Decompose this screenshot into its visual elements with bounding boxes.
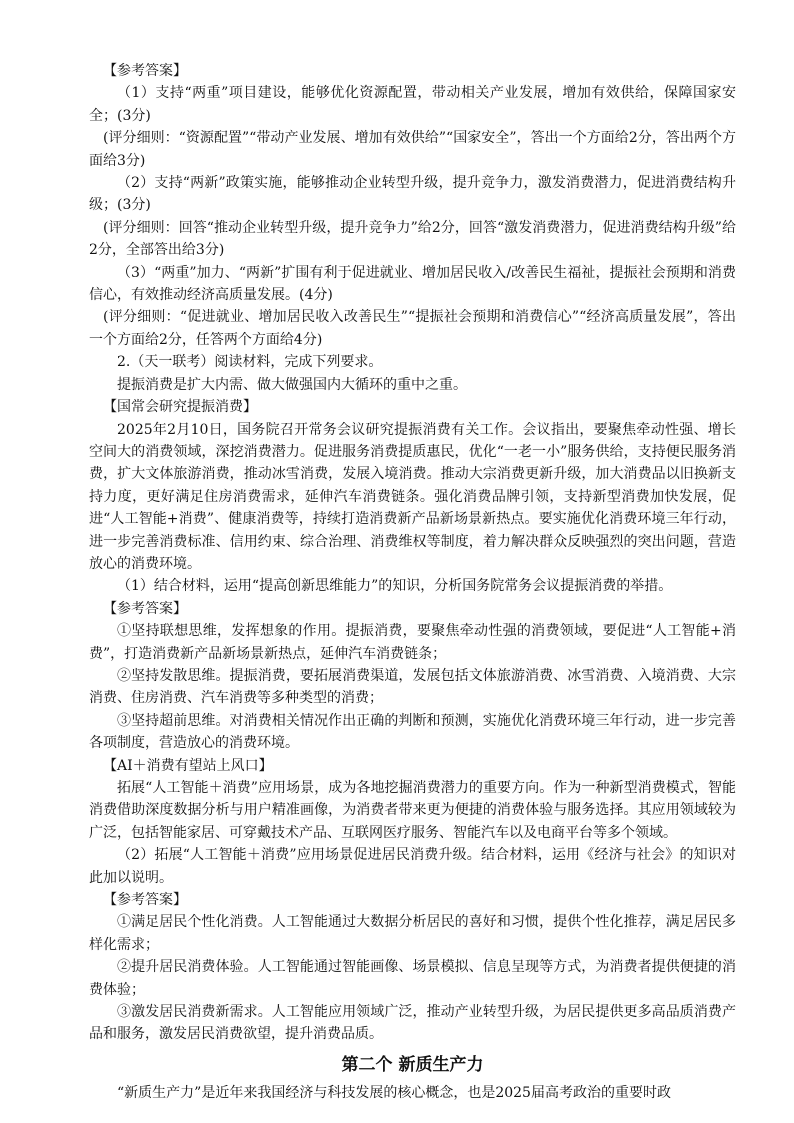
scoring-rule: (评分细则：回答“推动企业转型升级，提升竞争力”给2分，回答“激发消费潜力，促进消费结构升级”给2分，全部答出给3分) xyxy=(89,219,736,259)
answer-item: （1）支持“两重”项目建设，能够优化资源配置，带动相关产业发展，增加有效供给，保障国家安全；(3分) xyxy=(89,85,736,124)
answer-heading: 【参考答案】 xyxy=(103,63,187,79)
scoring-rule: (评分细则：“资源配置”“带动产业发展、增加有效供给”“国家安全”，答出一个方面给2分，答出两个方面给3分) xyxy=(89,130,736,169)
answer-item: （2）支持“两新”政策实施，能够推动企业转型升级，提升竞争力，激发消费潜力，促进消费结构升级；(3分) xyxy=(89,175,736,214)
answer-item: ③激发居民消费新需求。人工智能应用领域广泛，推动产业转型升级，为居民提供更多高品质消费产品和服务，激发居民消费欲望，提升消费品质。 xyxy=(89,1004,736,1043)
answer-item: ③坚持超前思维。对消费相关情况作出正确的判断和预测，实施优化消费环境三年行动，进一步完善各项制度，营造放心的消费环境。 xyxy=(89,712,736,752)
section-intro: “新质生产力”是近年来我国经济与科技发展的核心概念，也是2025届高考政治的重要时政 xyxy=(117,1084,671,1101)
material-paragraph: 2025年2月10日，国务院召开常务会议研究提振消费有关工作。会议指出，要聚焦牵动性强、增长空间大的消费领域，深挖消费潜力。促进服务消费提质惠民，优化“一老一小”服务供给，支持便民服务消费，扩大文体旅游消费，推动冰雪消费，发展入境消费。推动大宗消费更新升级，加大消费品以旧换新支持力度，更好满足住房消费需求，延伸汽车消费链条。强化消费品牌引领，支持新型消费加快发展，促进“人工智能+消费”、健康消费等，持续打造消费新产品新场景新热点。要实施优化消费环境三年行动，进一步完善消费标准、信用约束、综合治理、消费维权等制度，着力解决群众反映强烈的突出问题，营造放心的消费环境。 xyxy=(89,421,736,572)
answer-heading: 【参考答案】 xyxy=(103,892,187,909)
answer-item: ②坚持发散思维。提振消费，要拓展消费渠道，发展包括文体旅游消费、冰雪消费、入境消费、大宗消费、住房消费、汽车消费等多种类型的消费； xyxy=(89,667,736,707)
material-paragraph: 拓展“人工智能＋消费”应用场景，成为各地挖掘消费潜力的重要方向。作为一种新型消费模式，智能消费借助深度数据分析与用户精准画像，为消费者带来更为便捷的消费体验与服务选择。其应用领域较为广泛，包括智能家居、可穿戴技术产品、互联网医疗服务、智能汽车以及电商平台等多个领域。 xyxy=(89,780,736,841)
answer-item: （3）“两重”加力、“两新”扩围有利于促进就业、增加居民收入/改善民生福祉，提振社会预期和消费信心，有效推动经济高质量发展。(4分) xyxy=(89,264,736,304)
answer-item: ②提升居民消费体验。人工智能通过智能画像、场景模拟、信息呈现等方式，为消费者提供便捷的消费体验； xyxy=(89,959,736,998)
material-heading: 【国常会研究提振消费】 xyxy=(103,399,257,416)
section-title: 第二个 新质生产力 xyxy=(341,1054,484,1075)
answer-item: ①坚持联想思维，发挥想象的作用。提振消费，要聚焦牵动性强的消费领域，要促进“人工智能+消费”，打造消费新产品新场景新热点，延伸汽车消费链条； xyxy=(89,623,736,662)
answer-item: ①满足居民个性化消费。人工智能通过大数据分析居民的喜好和习惯，提供个性化推荐，满足居民多样化需求； xyxy=(89,914,736,953)
material-intro: 提振消费是扩大内需、做大做强国内大循环的重中之重。 xyxy=(117,376,467,393)
answer-heading: 【参考答案】 xyxy=(103,600,187,617)
scoring-rule: (评分细则：“促进就业、增加居民收入改善民生”“提振社会预期和消费信心”“经济高质量发展”，答出一个方面给2分，任答两个方面给4分) xyxy=(89,309,736,348)
question-item: （1）结合材料，运用“提高创新思维能力”的知识，分析国务院常务会议提振消费的举措。 xyxy=(117,578,673,595)
question-title: 2.（天一联考）阅读材料，完成下列要求。 xyxy=(117,354,383,371)
question-item: （2）拓展“人工智能＋消费”应用场景促进居民消费升级。结合材料，运用《经济与社会》的知识对此加以说明。 xyxy=(89,847,736,886)
material-heading: 【AI＋消费有望站上风口】 xyxy=(103,757,273,774)
